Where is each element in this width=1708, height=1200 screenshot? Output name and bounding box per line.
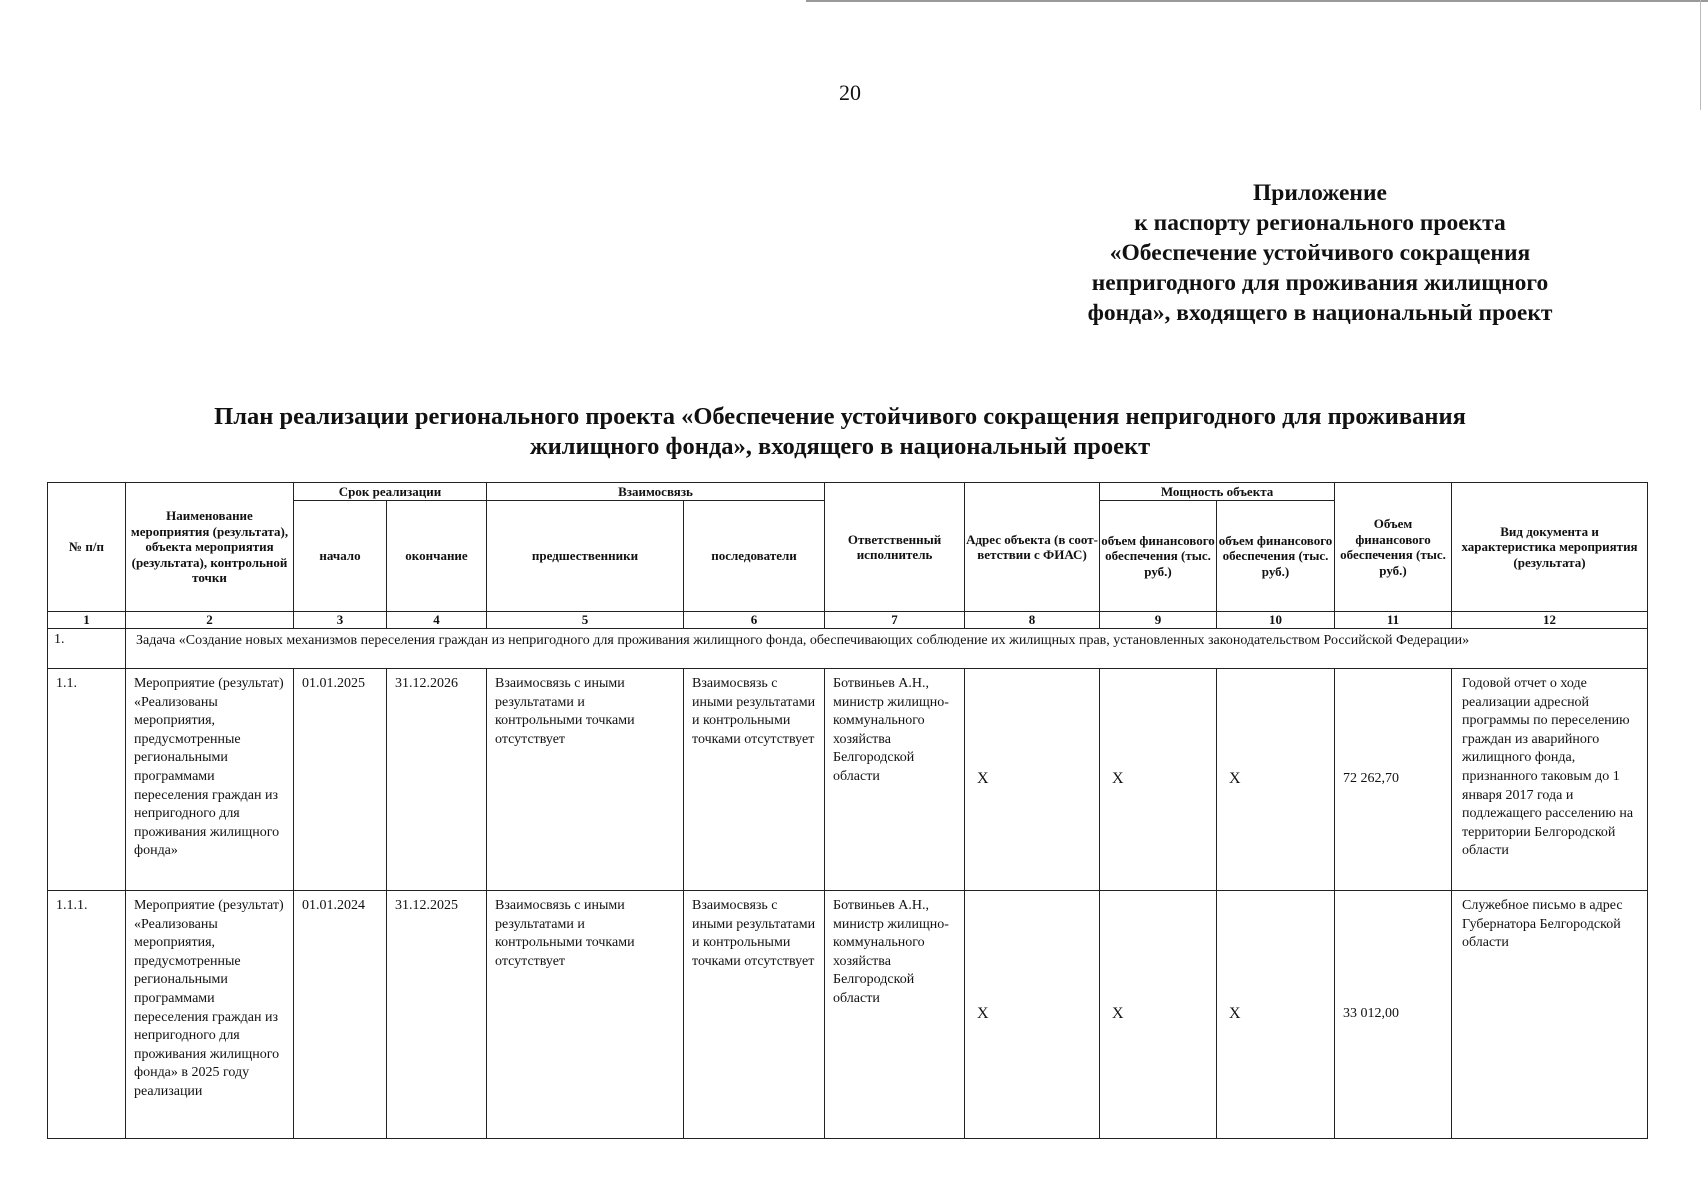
row-doc: Служебное письмо в адрес Губернатора Белгородской области bbox=[1452, 891, 1648, 1139]
row-num: 1.1.1. bbox=[48, 891, 126, 1139]
column-number: 5 bbox=[487, 612, 684, 629]
column-number: 9 bbox=[1100, 612, 1217, 629]
column-number: 1 bbox=[48, 612, 126, 629]
header-term-start: начало bbox=[294, 501, 387, 612]
appendix-line: к паспорту регионального проекта bbox=[1134, 210, 1506, 236]
row-responsible: Ботвиньев А.Н., министр жилищно-коммунального хозяйства Белгородской области bbox=[825, 669, 965, 891]
header-volume: Объем финансового обеспечения (тыс. руб.) bbox=[1335, 483, 1452, 612]
appendix-line: фонда», входящего в национальный проект bbox=[1087, 300, 1553, 326]
task-row bbox=[48, 629, 1648, 669]
row-end: 31.12.2025 bbox=[387, 891, 487, 1139]
header-num: № п/п bbox=[48, 483, 126, 612]
column-number: 2 bbox=[126, 612, 294, 629]
row-volume: 33 012,00 bbox=[1335, 891, 1452, 1139]
header-link-pred: предшественники bbox=[487, 501, 684, 612]
plan-title-line: жилищного фонда», входящего в национальный проект bbox=[529, 433, 1151, 460]
table-row bbox=[48, 669, 1648, 891]
column-number: 3 bbox=[294, 612, 387, 629]
row-cap1: X bbox=[1100, 891, 1217, 1139]
row-doc: Годовой отчет о ходе реализации адресной программы по переселению граждан из аварийного жилищного фонда, признанного таковым до 1 января 2017 года и подлежащего расселению на территории Белгородской области bbox=[1452, 669, 1648, 891]
header-term-end: окончание bbox=[387, 501, 487, 612]
task-num: 1. bbox=[48, 629, 126, 669]
column-number-row bbox=[48, 612, 1648, 629]
right-border-line bbox=[1700, 0, 1701, 110]
appendix-line: Приложение bbox=[1253, 180, 1387, 206]
page-number: 20 bbox=[839, 80, 861, 105]
plan-title-line: План реализации регионального проекта «Обеспечение устойчивого сокращения непригодного для проживания bbox=[214, 403, 1466, 430]
plan-table bbox=[47, 482, 1648, 1139]
row-start: 01.01.2024 bbox=[294, 891, 387, 1139]
row-volume: 72 262,70 bbox=[1335, 669, 1452, 891]
header-row bbox=[48, 483, 1648, 501]
row-address: X bbox=[965, 891, 1100, 1139]
header-link-succ: последователи bbox=[684, 501, 825, 612]
task-text: Задача «Создание новых механизмов переселения граждан из непригодного для проживания жилищного фонда, обеспечивающих соблюдение их жилищных прав, установленных законодательством Российской Федерации» bbox=[126, 629, 1648, 669]
row-pred: Взаимосвязь с иными результатами и контрольными точками отсутствует bbox=[487, 669, 684, 891]
column-number: 8 bbox=[965, 612, 1100, 629]
header-name: Наименование мероприятия (результата), объекта мероприятия (результата), контрольной точки bbox=[126, 483, 294, 612]
column-number: 7 bbox=[825, 612, 965, 629]
column-number: 6 bbox=[684, 612, 825, 629]
header-term: Срок реализации bbox=[294, 483, 487, 501]
header-cap-col1: объем финансового обеспечения (тыс. руб.) bbox=[1100, 501, 1217, 612]
appendix-line: непригодного для проживания жилищного bbox=[1091, 270, 1549, 296]
row-name: Мероприятие (результат) «Реализованы мероприятия, предусмотренные региональными программами переселения граждан из непригодного для проживания жилищного фонда» bbox=[126, 669, 294, 891]
row-cap2: X bbox=[1217, 891, 1335, 1139]
top-border-line bbox=[806, 0, 1708, 2]
row-start: 01.01.2025 bbox=[294, 669, 387, 891]
header-cap-col2: объем финансового обеспечения (тыс. руб.) bbox=[1217, 501, 1335, 612]
plan-title bbox=[120, 402, 1560, 462]
row-succ: Взаимосвязь с иными результатами и контрольными точками отсутствует bbox=[684, 891, 825, 1139]
appendix-heading bbox=[1040, 178, 1600, 328]
row-end: 31.12.2026 bbox=[387, 669, 487, 891]
row-cap2: X bbox=[1217, 669, 1335, 891]
row-cap1: X bbox=[1100, 669, 1217, 891]
header-address: Адрес объекта (в соот-ветствии с ФИАС) bbox=[965, 483, 1100, 612]
column-number: 11 bbox=[1335, 612, 1452, 629]
row-succ: Взаимосвязь с иными результатами и контрольными точками отсутствует bbox=[684, 669, 825, 891]
row-num: 1.1. bbox=[48, 669, 126, 891]
header-doc: Вид документа и характеристика мероприятия (результата) bbox=[1452, 483, 1648, 612]
column-number: 4 bbox=[387, 612, 487, 629]
column-number: 12 bbox=[1452, 612, 1648, 629]
header-capacity: Мощность объекта bbox=[1100, 483, 1335, 501]
column-number: 10 bbox=[1217, 612, 1335, 629]
row-name: Мероприятие (результат) «Реализованы мероприятия, предусмотренные региональными программами переселения граждан из непригодного для проживания жилищного фонда» в 2025 году реализации bbox=[126, 891, 294, 1139]
row-address: X bbox=[965, 669, 1100, 891]
row-pred: Взаимосвязь с иными результатами и контрольными точками отсутствует bbox=[487, 891, 684, 1139]
row-responsible: Ботвиньев А.Н., министр жилищно-коммунального хозяйства Белгородской области bbox=[825, 891, 965, 1139]
header-responsible: Ответственный исполнитель bbox=[825, 483, 965, 612]
appendix-line: «Обеспечение устойчивого сокращения bbox=[1109, 240, 1531, 266]
table-row bbox=[48, 891, 1648, 1139]
header-link: Взаимосвязь bbox=[487, 483, 825, 501]
